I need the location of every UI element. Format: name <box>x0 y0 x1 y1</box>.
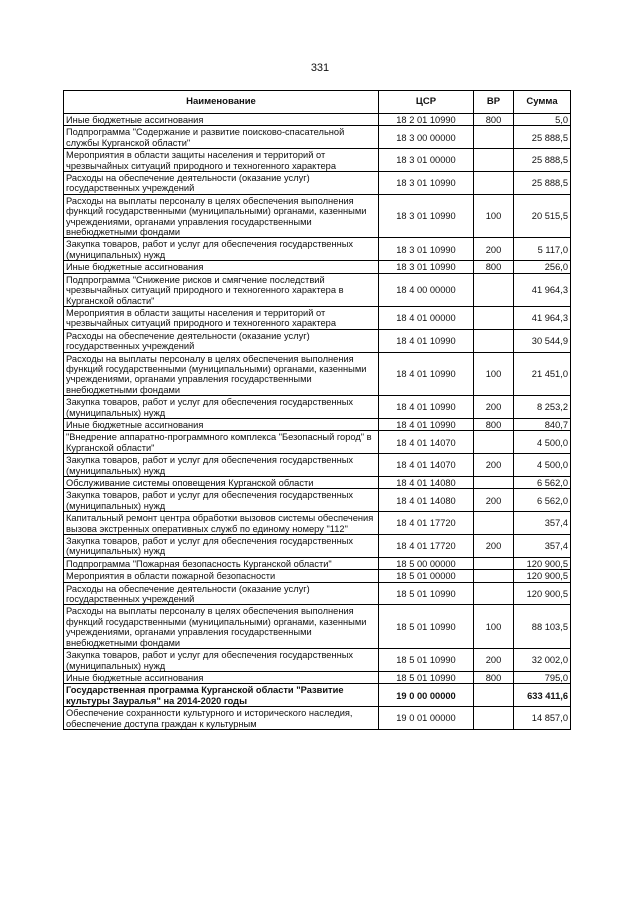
table-row <box>64 535 571 558</box>
cell-name: Подпрограмма "Содержание и развитие поисково-спасательной службы Курганской области" <box>64 126 379 149</box>
cell-sum: 21 451,0 <box>514 352 571 396</box>
cell-csr: 19 0 01 00000 <box>379 707 474 730</box>
cell-csr: 18 5 01 10990 <box>379 582 474 605</box>
cell-vr: 800 <box>474 114 514 126</box>
cell-csr: 18 4 01 14080 <box>379 489 474 512</box>
cell-sum: 840,7 <box>514 418 571 430</box>
cell-vr <box>474 431 514 454</box>
cell-csr: 18 4 01 10990 <box>379 352 474 396</box>
table-row <box>64 684 571 707</box>
cell-sum: 120 900,5 <box>514 570 571 582</box>
cell-sum: 30 544,9 <box>514 329 571 352</box>
cell-name: Закупка товаров, работ и услуг для обеспечения государственных (муниципальных) нужд <box>64 649 379 672</box>
cell-vr: 100 <box>474 352 514 396</box>
cell-sum: 633 411,6 <box>514 684 571 707</box>
cell-sum: 120 900,5 <box>514 582 571 605</box>
cell-name: Мероприятия в области защиты населения и территорий от чрезвычайных ситуаций природного и техногенного характера <box>64 306 379 329</box>
table-row <box>64 582 571 605</box>
table-row <box>64 149 571 172</box>
table-row <box>64 172 571 195</box>
cell-csr: 18 4 01 10990 <box>379 329 474 352</box>
cell-vr: 200 <box>474 454 514 477</box>
table-row <box>64 431 571 454</box>
cell-sum: 25 888,5 <box>514 149 571 172</box>
cell-vr: 200 <box>474 396 514 419</box>
cell-name: Расходы на обеспечение деятельности (оказание услуг) государственных учреждений <box>64 172 379 195</box>
cell-name: Обслуживание системы оповещения Курганской области <box>64 477 379 489</box>
cell-vr <box>474 306 514 329</box>
table-row <box>64 707 571 730</box>
table-row <box>64 261 571 273</box>
cell-name: Закупка товаров, работ и услуг для обеспечения государственных (муниципальных) нужд <box>64 454 379 477</box>
table-row <box>64 418 571 430</box>
table-row <box>64 329 571 352</box>
cell-sum: 357,4 <box>514 512 571 535</box>
cell-vr: 200 <box>474 649 514 672</box>
cell-sum: 25 888,5 <box>514 172 571 195</box>
cell-vr <box>474 707 514 730</box>
cell-sum: 32 002,0 <box>514 649 571 672</box>
cell-name: Закупка товаров, работ и услуг для обеспечения государственных (муниципальных) нужд <box>64 489 379 512</box>
cell-vr: 800 <box>474 671 514 683</box>
table-row <box>64 512 571 535</box>
cell-name: Расходы на выплаты персоналу в целях обеспечения выполнения функций государственными (муниципальными) органами, казенными учреждениями, органами управления государственными внебюджетными фондами <box>64 194 379 238</box>
table-row <box>64 396 571 419</box>
cell-name: "Внедрение аппаратно-программного комплекса "Безопасный город" в Курганской области" <box>64 431 379 454</box>
cell-csr: 18 4 01 14070 <box>379 431 474 454</box>
cell-vr: 100 <box>474 194 514 238</box>
cell-csr: 18 4 01 17720 <box>379 512 474 535</box>
cell-csr: 18 3 01 10990 <box>379 261 474 273</box>
cell-sum: 795,0 <box>514 671 571 683</box>
table-row <box>64 649 571 672</box>
header-sum: Сумма <box>514 91 571 114</box>
cell-csr: 18 4 00 00000 <box>379 273 474 306</box>
cell-csr: 18 4 01 10990 <box>379 418 474 430</box>
cell-sum: 4 500,0 <box>514 454 571 477</box>
cell-name: Обеспечение сохранности культурного и исторического наследия, обеспечение доступа граждан к культурным <box>64 707 379 730</box>
cell-vr: 200 <box>474 238 514 261</box>
cell-csr: 18 4 01 14080 <box>379 477 474 489</box>
cell-vr <box>474 149 514 172</box>
cell-vr <box>474 477 514 489</box>
cell-vr <box>474 172 514 195</box>
cell-vr: 800 <box>474 418 514 430</box>
cell-csr: 18 4 01 17720 <box>379 535 474 558</box>
table-row <box>64 671 571 683</box>
cell-vr: 200 <box>474 489 514 512</box>
cell-vr <box>474 329 514 352</box>
cell-sum: 41 964,3 <box>514 273 571 306</box>
cell-csr: 18 3 01 10990 <box>379 172 474 195</box>
table-row <box>64 273 571 306</box>
table-row <box>64 238 571 261</box>
cell-name: Мероприятия в области защиты населения и территорий от чрезвычайных ситуаций природного и техногенного характера <box>64 149 379 172</box>
cell-name: Иные бюджетные ассигнования <box>64 114 379 126</box>
cell-vr <box>474 512 514 535</box>
table-row <box>64 557 571 569</box>
cell-csr: 18 3 00 00000 <box>379 126 474 149</box>
cell-vr <box>474 557 514 569</box>
header-vr: ВР <box>474 91 514 114</box>
table-row <box>64 570 571 582</box>
cell-name: Государственная программа Курганской области "Развитие культуры Зауралья" на 2014-2020 годы <box>64 684 379 707</box>
page-number: 331 <box>310 62 330 74</box>
cell-sum: 25 888,5 <box>514 126 571 149</box>
cell-name: Расходы на выплаты персоналу в целях обеспечения выполнения функций государственными (муниципальными) органами, казенными учреждениями, органами управления государственными внебюджетными фондами <box>64 352 379 396</box>
cell-name: Закупка товаров, работ и услуг для обеспечения государственных (муниципальных) нужд <box>64 535 379 558</box>
cell-name: Иные бюджетные ассигнования <box>64 418 379 430</box>
cell-sum: 357,4 <box>514 535 571 558</box>
cell-sum: 41 964,3 <box>514 306 571 329</box>
table-row <box>64 489 571 512</box>
table-row <box>64 194 571 238</box>
table-row <box>64 477 571 489</box>
cell-vr <box>474 582 514 605</box>
cell-sum: 14 857,0 <box>514 707 571 730</box>
cell-sum: 120 900,5 <box>514 557 571 569</box>
cell-csr: 18 3 01 00000 <box>379 149 474 172</box>
cell-csr: 18 4 01 00000 <box>379 306 474 329</box>
table-row <box>64 605 571 649</box>
cell-name: Расходы на выплаты персоналу в целях обеспечения выполнения функций государственными (муниципальными) органами, казенными учреждениями, органами управления государственными внебюджетными фондами <box>64 605 379 649</box>
cell-name: Закупка товаров, работ и услуг для обеспечения государственных (муниципальных) нужд <box>64 396 379 419</box>
cell-sum: 88 103,5 <box>514 605 571 649</box>
cell-sum: 5,0 <box>514 114 571 126</box>
cell-csr: 18 2 01 10990 <box>379 114 474 126</box>
cell-csr: 18 5 01 10990 <box>379 671 474 683</box>
cell-csr: 18 4 01 10990 <box>379 396 474 419</box>
cell-name: Закупка товаров, работ и услуг для обеспечения государственных (муниципальных) нужд <box>64 238 379 261</box>
cell-sum: 20 515,5 <box>514 194 571 238</box>
cell-csr: 18 5 00 00000 <box>379 557 474 569</box>
table-row <box>64 306 571 329</box>
cell-sum: 8 253,2 <box>514 396 571 419</box>
table-row <box>64 114 571 126</box>
cell-name: Иные бюджетные ассигнования <box>64 261 379 273</box>
header-name: Наименование <box>64 91 379 114</box>
cell-csr: 19 0 00 00000 <box>379 684 474 707</box>
cell-csr: 18 5 01 10990 <box>379 649 474 672</box>
cell-csr: 18 5 01 00000 <box>379 570 474 582</box>
cell-vr <box>474 273 514 306</box>
budget-table <box>63 90 571 730</box>
cell-vr <box>474 684 514 707</box>
cell-vr <box>474 126 514 149</box>
cell-vr: 200 <box>474 535 514 558</box>
cell-name: Расходы на обеспечение деятельности (оказание услуг) государственных учреждений <box>64 582 379 605</box>
cell-csr: 18 3 01 10990 <box>379 238 474 261</box>
cell-sum: 6 562,0 <box>514 477 571 489</box>
cell-vr: 800 <box>474 261 514 273</box>
cell-vr <box>474 570 514 582</box>
cell-vr: 100 <box>474 605 514 649</box>
cell-name: Подпрограмма "Пожарная безопасность Курганской области" <box>64 557 379 569</box>
cell-csr: 18 5 01 10990 <box>379 605 474 649</box>
cell-name: Капитальный ремонт центра обработки вызовов системы обеспечения вызова экстренных оперативных служб по единому номеру "112" <box>64 512 379 535</box>
header-csr: ЦСР <box>379 91 474 114</box>
table-row <box>64 454 571 477</box>
cell-name: Иные бюджетные ассигнования <box>64 671 379 683</box>
cell-csr: 18 4 01 14070 <box>379 454 474 477</box>
cell-name: Мероприятия в области пожарной безопасности <box>64 570 379 582</box>
table-row <box>64 126 571 149</box>
cell-name: Подпрограмма "Снижение рисков и смягчение последствий чрезвычайных ситуаций природного и техногенного характера в Курганской области" <box>64 273 379 306</box>
table-header-row <box>64 91 571 114</box>
cell-sum: 5 117,0 <box>514 238 571 261</box>
cell-sum: 256,0 <box>514 261 571 273</box>
cell-sum: 6 562,0 <box>514 489 571 512</box>
cell-name: Расходы на обеспечение деятельности (оказание услуг) государственных учреждений <box>64 329 379 352</box>
cell-csr: 18 3 01 10990 <box>379 194 474 238</box>
table-row <box>64 352 571 396</box>
cell-sum: 4 500,0 <box>514 431 571 454</box>
